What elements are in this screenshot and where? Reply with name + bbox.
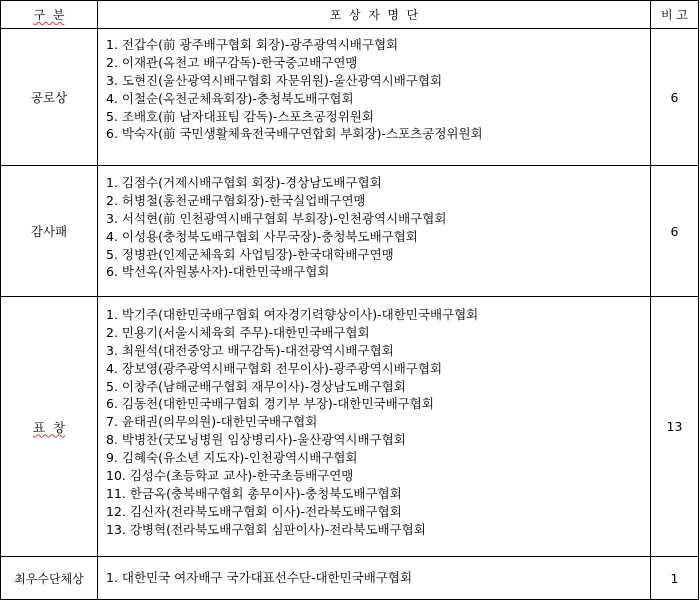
group-count: 6 xyxy=(651,29,699,166)
list-item: 9. 김혜숙(유소년 지도자)-인천광역시배구협회 xyxy=(106,450,358,466)
list-item: 2. 민용기(서울시체육회 주무)-대한민국배구협회 xyxy=(106,324,370,340)
list-item: 5. 이창주(남해군배구협회 재무이사)-경상남도배구협회 xyxy=(106,378,406,394)
list-item: 12. 김신자(전라북도배구협회 이사)-전라북도배구협회 xyxy=(106,503,402,519)
group-row-best-team xyxy=(1,557,699,600)
list-item: 13. 강병혁(전라북도배구협회 심판이사)-전라북도배구협회 xyxy=(106,521,426,537)
group-list xyxy=(98,557,651,600)
group-list xyxy=(98,297,651,557)
list-item: 11. 한금옥(충북배구협회 총무이사)-충청북도배구협회 xyxy=(106,485,402,501)
group-row-plaque xyxy=(1,166,699,297)
group-row-commendation xyxy=(1,297,699,557)
group-category: 표 창 xyxy=(1,297,98,557)
list-item: 4. 이철순(옥천군체육회장)-충청북도배구협회 xyxy=(106,90,354,106)
list-item: 1. 김점수(거제시배구협회 회장)-경상남도배구협회 xyxy=(106,175,382,190)
group-category: 최우수단체상 xyxy=(1,557,98,600)
header-awardees: 포 상 자 명 단 xyxy=(98,1,651,29)
group-count: 13 xyxy=(651,297,699,557)
group-category: 공로상 xyxy=(1,29,98,166)
list-item: 4. 이성용(충청북도배구협회 사무국장)-충청북도배구협회 xyxy=(106,228,418,244)
list-item: 4. 장보영(광주광역시배구협회 전무이사)-광주광역시배구협회 xyxy=(106,360,443,376)
group-list xyxy=(98,166,651,297)
list-item: 5. 정병관(인제군체육회 사업팀장)-한국대학배구연맹 xyxy=(106,246,394,262)
list-item: 6. 김동천(대한민국배구협회 경기부 부장)-대한민국배구협회 xyxy=(106,396,434,412)
list-item: 3. 도현진(울산광역시배구협회 자문위원)-울산광역시배구협회 xyxy=(106,72,443,88)
header-category: 구 분 xyxy=(1,1,98,29)
list-item: 6. 박선옥(자원봉사자)-대한민국배구협회 xyxy=(106,264,330,280)
list-item: 10. 김성수(초등학교 교사)-한국초등배구연맹 xyxy=(106,468,354,484)
header-row xyxy=(1,1,699,29)
list-item: 2. 이재관(옥천고 배구감독)-한국중고배구연맹 xyxy=(106,54,358,70)
group-count: 1 xyxy=(651,557,699,600)
list-item: 5. 조배호(前 남자대표팀 감독)-스포츠공정위원회 xyxy=(106,108,374,124)
header-remarks: 비 고 xyxy=(651,1,699,29)
list-item: 1. 전갑수(前 광주배구협회 회장)-광주광역시배구협회 xyxy=(106,37,399,52)
group-count: 6 xyxy=(651,166,699,297)
list-item: 7. 윤태권(의무의원)-대한민국배구협회 xyxy=(106,414,318,430)
list-item: 6. 박숙자(前 국민생활체육전국배구연합회 부회장)-스포츠공정위원회 xyxy=(106,126,483,142)
group-list xyxy=(98,29,651,166)
list-item: 3. 서석현(前 인천광역시배구협회 부회장)-인천광역시배구협회 xyxy=(106,210,447,226)
list-item: 2. 허병철(홍천군배구협회장)-한국실업배구연맹 xyxy=(106,192,366,208)
group-row-merit-award xyxy=(1,29,699,166)
list-item: 3. 최원석(대전중앙고 배구감독)-대전광역시배구협회 xyxy=(106,342,394,358)
group-category: 감사패 xyxy=(1,166,98,297)
list-item: 1. 대한민국 여자배구 국가대표선수단-대한민국배구협회 xyxy=(106,570,413,585)
list-item: 8. 박병찬(굿모닝병원 임상병리사)-울산광역시배구협회 xyxy=(106,432,406,448)
list-item: 1. 박기주(대한민국배구협회 여자경기력향상이사)-대한민국배구협회 xyxy=(106,307,479,322)
